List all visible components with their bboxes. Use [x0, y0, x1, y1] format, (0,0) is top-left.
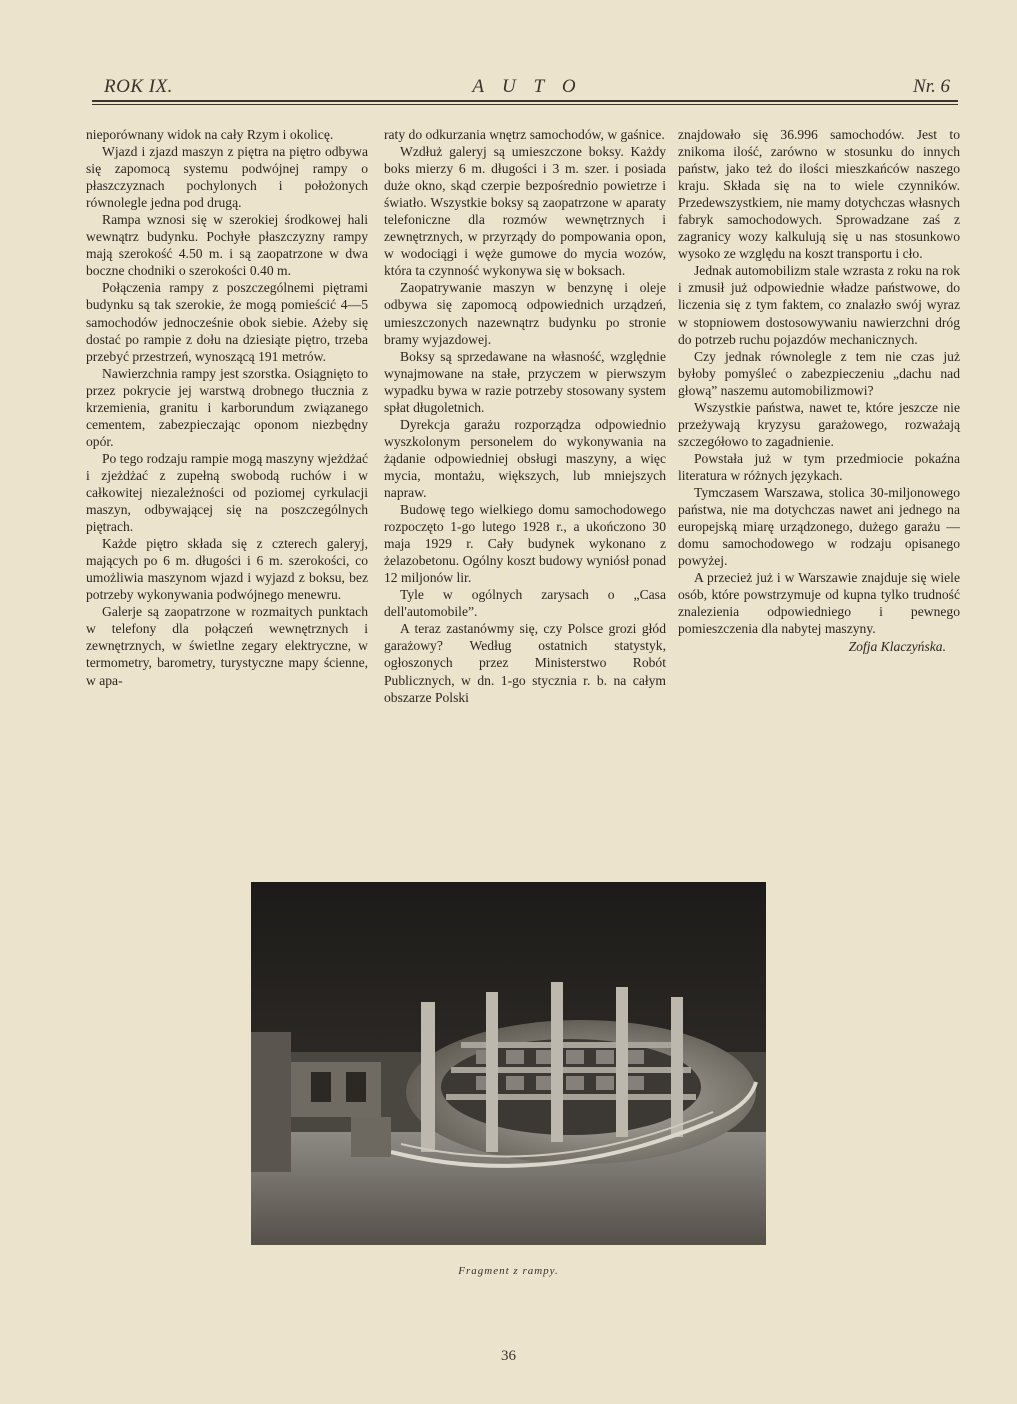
paragraph: Zaopatrywanie maszyn w benzynę i oleje odbywa się zapomocą odpowiednich urządzeń, umieszczonych nazewnątrz budynku po stronie bramy wyjazdowej.	[384, 280, 666, 347]
issue-number: Nr. 6	[913, 76, 950, 97]
ramp-photograph	[251, 882, 766, 1245]
paragraph: Galerje są zaopatrzone w rozmaitych punktach w telefony dla połączeń wewnętrznych i zewnętrznych, w świetlne zegary elektryczne, w termometry, barometry, turystyczne mapy ścienne, w apa-	[86, 604, 368, 688]
paragraph: Każde piętro składa się z czterech galeryj, mających po 6 m. długości i 6 m. szerokości, co umożliwia maszynom wjazd i wyjazd z boksu, bez potrzeby wykonywania podwójnego menewru.	[86, 536, 368, 603]
paragraph: Jednak automobilizm stale wzrasta z roku na rok i zmusił już odpowiednie władze państwowe, do liczenia się z tym faktem, co znalazło swój wyraz w stopniowem dostosowywaniu nawierzchni dróg do potrzeb ruchu pojazdów mechanicznych.	[678, 263, 960, 347]
paragraph: A teraz zastanówmy się, czy Polsce grozi głód garażowy? Według ostatnich statystyk, ogłoszonych przez Ministerstwo Robót Publicznych, w dn. 1-go stycznia r. b. na całym obszarze Polski	[384, 621, 666, 705]
paragraph: Po tego rodzaju rampie mogą maszyny wjeżdżać i zjeżdżać z zupełną swobodą ruchów i w całkowitej niezależności od poziomej cyrkulacji maszyn, odbywającej się na poszczególnych piętrach.	[86, 450, 368, 535]
paragraph: Czy jednak równolegle z tem nie czas już byłoby pomyśleć o zabezpieczeniu „dachu nad głową” naszemu automobilizmowi?	[678, 348, 960, 398]
header-rule-thin	[92, 104, 958, 105]
photo-caption: Fragment z rampy.	[458, 1265, 559, 1277]
paragraph: znajdowało się 36.996 samochodów. Jest to znikoma ilość, zarówno w stosunku do innych państw, jako też do ilości mieszkańców naszego kraju. Składa się na to wiele czynników. Przedewszystkiem, nie mamy dotychczas własnych fabryk samochodowych. Sprowadzane zaś z zagranicy wozy kalkulują się u nas stosunkowo wysoko ze względu na koszt transportu i cło.	[678, 127, 960, 262]
text-column-2	[384, 126, 666, 706]
paragraph: nieporównany widok na cały Rzym i okolicę.	[86, 127, 334, 142]
page-header	[90, 76, 958, 100]
paragraph: Tymczasem Warszawa, stolica 30-miljonowego państwa, nie ma dotychczas nawet ani jednego na europejską miarę urządzonego, dużego garażu — domu samochodowego w rodzaju opisanego powyżej.	[678, 484, 960, 569]
text-column-1	[86, 126, 368, 689]
paragraph: Nawierzchnia rampy jest szorstka. Osiągnięto to przez pokrycie jej warstwą drobnego tłucznia z krzemienia, granitu i karborundum związanego cementem, zabezpieczając oponom niezbędny opór.	[86, 365, 368, 449]
header-rule	[92, 100, 958, 102]
page-number: 36	[501, 1348, 516, 1364]
paragraph: Połączenia rampy z poszczególnemi piętrami budynku są tak szerokie, że mogą pomieścić 4—5 samochodów jednocześnie obok siebie. Ażeby się dostać po rampie z dołu na dziesiąte piętro, trzeba przebyć przestrzeń, wynoszącą 191 metrów.	[86, 280, 368, 364]
paragraph: Wjazd i zjazd maszyn z piętra na piętro odbywa się zapomocą systemu podwójnej rampy o płaszczyznach pochylonych i położonych równolegle jedna pod drugą.	[86, 144, 368, 211]
paragraph: Powstała już w tym przedmiocie pokaźna literatura w różnych językach.	[678, 450, 960, 483]
magazine-title: AUTO	[472, 76, 594, 97]
text-column-3	[678, 126, 960, 655]
ramp-photo-illustration	[251, 882, 766, 1245]
paragraph: Dyrekcja garażu rozporządza odpowiednio wyszkolonym personelem do wykonywania na żądanie odpowiedniej obsługi maszyny, a więc mycia, montażu, większych, lub mniejszych napraw.	[384, 416, 666, 500]
paragraph: Budowę tego wielkiego domu samochodowego rozpoczęto 1-go lutego 1928 r., a ukończono 30 maja 1929 r. Cały budynek wykonano z żelazobetonu. Ogólny koszt budowy wyniósł ponad 12 miljonów lir.	[384, 502, 666, 586]
paragraph: raty do odkurzania wnętrz samochodów, w gaśnice.	[384, 127, 665, 142]
paragraph: Boksy są sprzedawane na własność, względnie wynajmowane na stałe, przyczem w pierwszym wypadku bywa w razie potrzeby stosowany system spłat długoletnich.	[384, 348, 666, 415]
paragraph: Rampa wznosi się w szerokiej środkowej hali wewnątrz budynku. Pochyłe płaszczyzny rampy mają szerokość 4.50 m. i są zaopatrzone w dwa boczne chodniki o szerokości 0.40 m.	[86, 212, 368, 279]
paragraph: Tyle w ogólnych zarysach o „Casa dell'automobile”.	[384, 587, 666, 620]
volume-label: ROK IX.	[104, 76, 173, 97]
paragraph: Wzdłuż galeryj są umieszczone boksy. Każdy boks mierzy 6 m. długości i 3 m. szer. i posiada duże okno, skąd czerpie bezpośrednio powietrze i światło. Wszystkie boksy są zaopatrzone w aparaty telefoniczne dla rozmów wewnętrznych i zewnętrznych, w przyrządy do pompowania opon, w wodociągi i węże gumowe do mycia wozów, która ta czynność wykonywa się w boksach.	[384, 144, 666, 279]
paragraph: Wszystkie państwa, nawet te, które jeszcze nie przeżywają kryzysu garażowego, rozważają szczegółowo to zagadnienie.	[678, 399, 960, 449]
paragraph: A przecież już i w Warszawie znajduje się wiele osób, które powstrzymuje od kupna tylko trudność znalezienia odpowiedniego i pewnego pomieszczenia dla nabytej maszyny.	[678, 570, 960, 637]
author-signature: Zofja Klaczyńska.	[848, 639, 946, 655]
